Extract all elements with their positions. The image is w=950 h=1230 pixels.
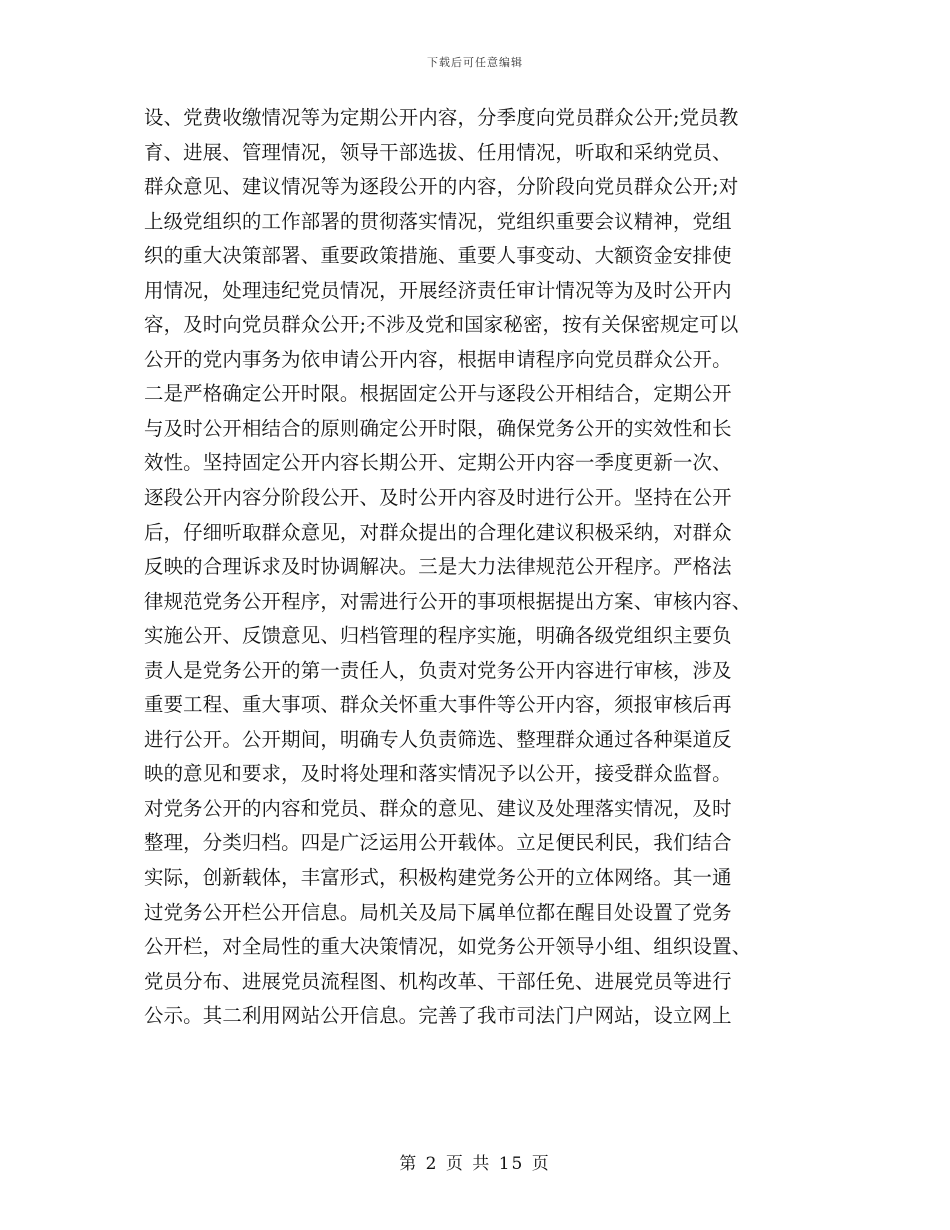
text-line: 公示。其二利用网站公开信息。完善了我市司法门户网站，设立网上 bbox=[144, 1004, 732, 1028]
text-line: 用情况，处理违纪党员情况，开展经济责任审计情况等为及时公开内 bbox=[144, 278, 732, 302]
text-line: 群众意见、建议情况等为逐段公开的内容，分阶段向党员群众公开;对 bbox=[144, 175, 739, 199]
text-line: 重要工程、重大事项、群众关怀重大事件等公开内容，须报审核后再 bbox=[144, 693, 732, 717]
text-line: 过党务公开栏公开信息。局机关及局下属单位都在醒目处设置了党务 bbox=[144, 900, 732, 924]
document-body bbox=[144, 101, 806, 1034]
text-line: 实施公开、反馈意见、归档管理的程序实施，明确各级党组织主要负 bbox=[144, 624, 732, 648]
text-line: 容，及时向党员群众公开;不涉及党和国家秘密，按有关保密规定可以 bbox=[144, 313, 739, 337]
text-line: 整理，分类归档。四是广泛运用公开载体。立足便民利民，我们结合 bbox=[144, 831, 732, 855]
text-line: 上级党组织的工作部署的贯彻落实情况，党组织重要会议精神，党组 bbox=[144, 209, 732, 233]
text-line: 与及时公开相结合的原则确定公开时限，确保党务公开的实效性和长 bbox=[144, 416, 732, 440]
text-line: 公开的党内事务为依申请公开内容，根据申请程序向党员群众公开。 bbox=[144, 347, 732, 371]
text-line: 效性。坚持固定公开内容长期公开、定期公开内容一季度更新一次、 bbox=[144, 451, 732, 475]
text-line: 进行公开。公开期间，明确专人负责筛选、整理群众通过各种渠道反 bbox=[144, 727, 732, 751]
text-line: 后，仔细听取群众意见，对群众提出的合理化建议积极采纳，对群众 bbox=[144, 520, 732, 544]
text-line: 育、进展、管理情况，领导干部选拔、任用情况，听取和采纳党员、 bbox=[144, 140, 732, 164]
text-line: 党员分布、进展党员流程图、机构改革、干部任免、进展党员等进行 bbox=[144, 969, 732, 993]
text-line: 逐段公开内容分阶段公开、及时公开内容及时进行公开。坚持在公开 bbox=[144, 486, 732, 510]
text-line: 二是严格确定公开时限。根据固定公开与逐段公开相结合，定期公开 bbox=[144, 382, 732, 406]
text-line: 映的意见和要求，及时将处理和落实情况予以公开，接受群众监督。 bbox=[144, 762, 732, 786]
text-line: 织的重大决策部署、重要政策措施、重要人事变动、大额资金安排使 bbox=[144, 244, 732, 268]
page-header: 下载后可任意编辑 bbox=[427, 56, 523, 69]
text-line: 设、党费收缴情况等为定期公开内容，分季度向党员群众公开;党员教 bbox=[144, 106, 739, 129]
page-number: 第 2 页 共 15 页 bbox=[399, 1154, 551, 1174]
text-line: 公开栏，对全局性的重大决策情况，如党务公开领导小组、组织设置、 bbox=[144, 935, 752, 959]
text-line: 对党务公开的内容和党员、群众的意见、建议及处理落实情况，及时 bbox=[144, 796, 732, 820]
text-line: 责人是党务公开的第一责任人，负责对党务公开内容进行审核，涉及 bbox=[144, 658, 732, 682]
text-line: 实际，创新载体，丰富形式，积极构建党务公开的立体网络。其一通 bbox=[144, 866, 732, 890]
text-line: 律规范党务公开程序，对需进行公开的事项根据提出方案、审核内容、 bbox=[144, 589, 752, 613]
text-line: 反映的合理诉求及时协调解决。三是大力法律规范公开程序。严格法 bbox=[144, 555, 732, 579]
